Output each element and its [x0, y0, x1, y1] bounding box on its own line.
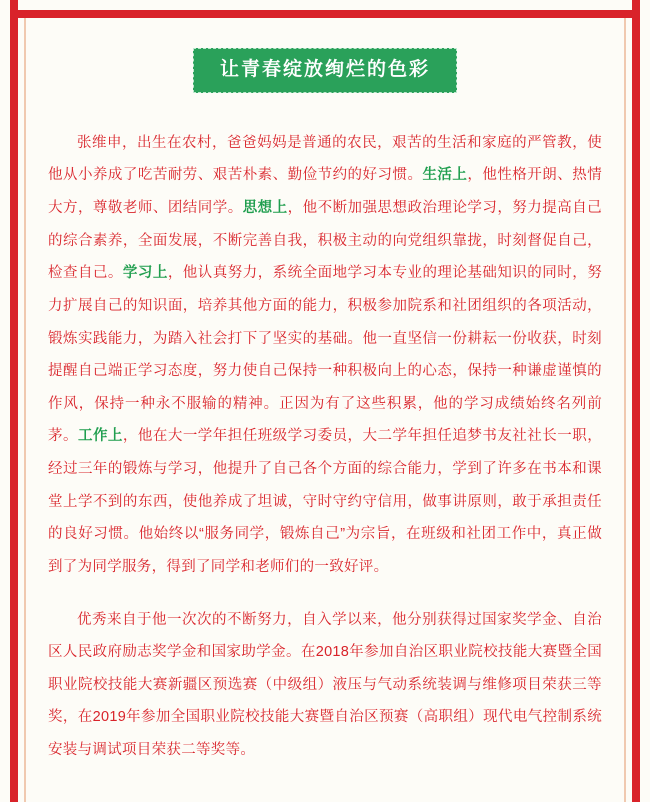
document-content — [30, 18, 620, 802]
text-run: ，他认真努力，系统全面地学习本专业的理论基础知识的同时，努力扩展自己的知识面，培养其他方面的能力，积极参加院系和社团组织的各项活动，锻炼实践能力，为踏入社会打下了坚实的基础。他一直坚信一份耕耘一份收获，时刻提醒自己端正学习态度，努力使自己保持一种积极向上的心态，保持一种谦虚谨慎的作风，保持一种永不服输的精神。正因为有了这些积累，他的学习成绩始终名列前茅。 — [48, 265, 602, 445]
text-run: ，他不断加强思想政治理论学习，努力提高自己的综合素养，全面发展，不断完善自我，积极主动的向党组织靠拢，时刻督促自己，检查自己。 — [48, 200, 602, 282]
text-run: 优秀来自于他一次次的不断努力，自入学以来，他分别获得过国家奖学金、自治区人民政府励志奖学金和国家助学金。在2018年参加自治区职业院校技能大赛暨全国职业院校技能大赛新疆区预选赛（中级组）液压与气动系统装调与维修项目荣获三等奖，在2019年参加全国职业院校技能大赛暨自治区预赛（高职组）现代电气控制系统安装与调试项目荣获二等奖等。 — [48, 611, 602, 759]
paragraph — [48, 604, 602, 767]
text-run: ，他性格开朗、热情大方，尊敬老师、团结同学。 — [48, 167, 602, 217]
text-run: ，他在大一学年担任班级学习委员，大二学年担任追梦书友社社长一职，经过三年的锻炼与学习，他提升了自己各个方面的综合能力，学到了许多在书本和课堂上学不到的东西，使他养成了坦诚，守时守约守信用，做事讲原则，敢于承担责任的良好习惯。他始终以“服务同学，锻炼自己”为宗旨，在班级和社团工作中，真正做到了为同学服务，得到了同学和老师们的一致好评。 — [48, 428, 602, 575]
page-title: 让青春绽放绚烂的色彩 — [193, 48, 457, 93]
frame-inner-line-right — [624, 18, 626, 802]
text-run: 张维申，出生在农村，爸爸妈妈是普通的农民，艰苦的生活和家庭的严管教，使他从小养成了吃苦耐劳、艰苦朴素、勤俭节约的好习惯。 — [48, 134, 602, 184]
article-body — [48, 127, 602, 767]
title-container — [48, 48, 602, 93]
paragraph — [48, 127, 602, 584]
frame-border-right — [632, 0, 640, 802]
highlighted-phrase: 工作上 — [77, 428, 123, 445]
highlighted-phrase: 学习上 — [122, 265, 168, 282]
highlighted-phrase: 思想上 — [242, 200, 288, 217]
frame-inner-line-left — [24, 18, 26, 802]
frame-border-top — [10, 10, 640, 18]
frame-border-left — [10, 0, 18, 802]
highlighted-phrase: 生活上 — [422, 167, 468, 184]
